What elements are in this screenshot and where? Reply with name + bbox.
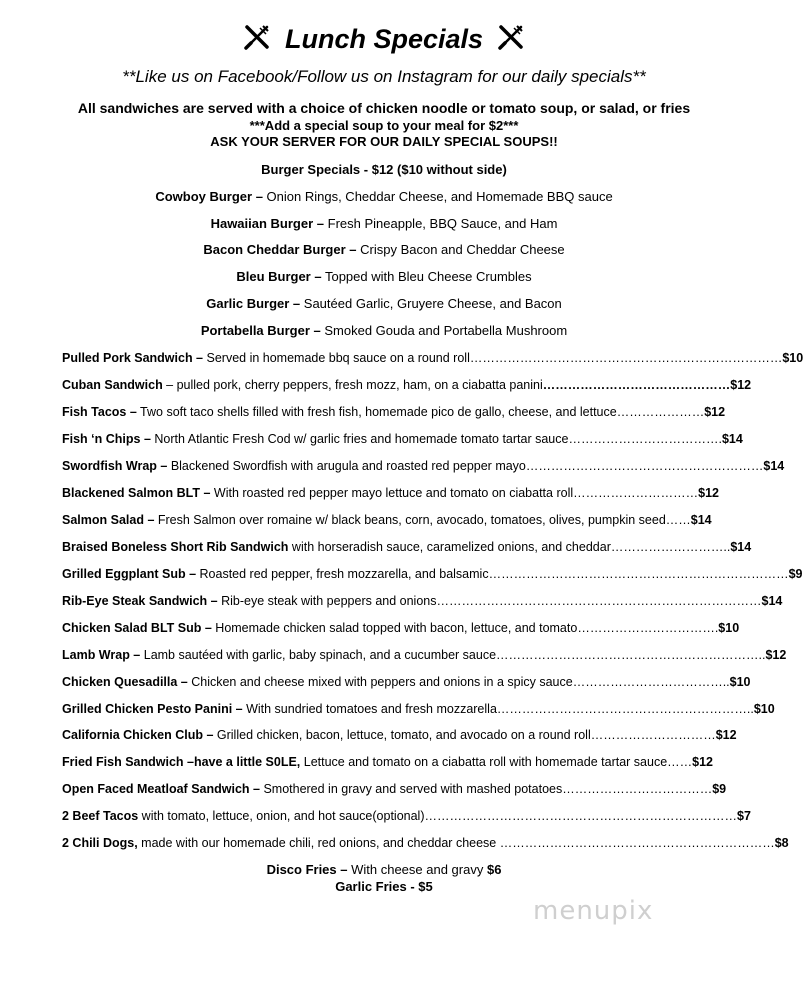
menu-item: Pulled Pork Sandwich – Served in homemade bbq sauce on a round roll…………………………………………………………………$10 [62, 351, 803, 365]
menu-item: Swordfish Wrap – Blackened Swordfish with arugula and roasted red pepper mayo…………………………………………………$14 [62, 459, 785, 473]
disco-fries: Disco Fries – With cheese and gravy $6 [266, 862, 502, 877]
ask-server-note: ASK YOUR SERVER FOR OUR DAILY SPECIAL SOUPS!! [210, 134, 558, 149]
menu-item: California Chicken Club – Grilled chicken, bacon, lettuce, tomato, and avocado on a round roll…………………………$12 [62, 728, 737, 742]
menu-item: Rib-Eye Steak Sandwich – Rib-eye steak with peppers and onions……………………………………………………………………$14 [62, 594, 783, 608]
menu-item: Fish Tacos – Two soft taco shells filled with fresh fish, homemade pico de gallo, cheese, and lettuce…………………$12 [62, 405, 726, 419]
burger-heading: Burger Specials - $12 ($10 without side) [261, 162, 507, 177]
menu-item: Fish ‘n Chips – North Atlantic Fresh Cod w/ garlic fries and homemade tomato tartar sauce……………………………….$14 [62, 432, 743, 446]
watermark: menupix [533, 896, 654, 926]
menu-item: 2 Chili Dogs, made with our homemade chili, red onions, and cheddar cheese …………………………………………………………$8 [62, 836, 789, 850]
burger-item: Portabella Burger – Smoked Gouda and Portabella Mushroom [200, 323, 568, 338]
burger-item: Hawaiian Burger – Fresh Pineapple, BBQ Sauce, and Ham [210, 216, 558, 231]
menu-item: 2 Beef Tacos with tomato, lettuce, onion, and hot sauce(optional)…………………………………………………………………$7 [62, 809, 751, 823]
fork-knife-icon [243, 23, 271, 59]
burger-item: Bacon Cheddar Burger – Crispy Bacon and Cheddar Cheese [203, 242, 565, 257]
menu-item: Cuban Sandwich – pulled pork, cherry peppers, fresh mozz, ham, on a ciabatta panini………………………………………$12 [62, 378, 752, 392]
burger-item: Bleu Burger – Topped with Bleu Cheese Crumbles [236, 269, 532, 284]
menu-item: Chicken Quesadilla – Chicken and cheese mixed with peppers and onions in a spicy sauce………………………………..$10 [62, 675, 751, 689]
menu-item: Braised Boneless Short Rib Sandwich with horseradish sauce, caramelized onions, and cheddar………………………..$14 [62, 540, 752, 554]
menu-item: Chicken Salad BLT Sub – Homemade chicken salad topped with bacon, lettuce, and tomato…………………………….$10 [62, 621, 740, 635]
menu-item: Open Faced Meatloaf Sandwich – Smothered in gravy and served with mashed potatoes………………………………$9 [62, 782, 727, 796]
burger-item: Garlic Burger – Sautéed Garlic, Gruyere Cheese, and Bacon [206, 296, 562, 311]
social-note: **Like us on Facebook/Follow us on Instagram for our daily specials** [122, 67, 646, 86]
menu-item: Salmon Salad – Fresh Salmon over romaine w/ black beans, corn, avocado, tomatoes, olives, pumpkin seed……$14 [62, 513, 712, 527]
menu-item: Grilled Chicken Pesto Panini – With sundried tomatoes and fresh mozzarella……………………………………………………..$10 [62, 702, 775, 716]
menu-item: Blackened Salmon BLT – With roasted red pepper mayo lettuce and tomato on ciabatta roll…………………………$12 [62, 486, 719, 500]
page-title [0, 22, 768, 59]
menu-item: Grilled Eggplant Sub – Roasted red pepper, fresh mozzarella, and balsamic………………………………………………………………$9 [62, 567, 803, 581]
soup-addon-note: ***Add a special soup to your meal for $2*** [249, 118, 519, 133]
burger-item: Cowboy Burger – Onion Rings, Cheddar Cheese, and Homemade BBQ sauce [155, 189, 613, 204]
fork-knife-icon [497, 23, 525, 59]
menu-item: Fried Fish Sandwich –have a little S0LE, Lettuce and tomato on a ciabatta roll with homemade tartar sauce……$12 [62, 755, 714, 769]
menu-item: Lamb Wrap – Lamb sautéed with garlic, baby spinach, and a cucumber sauce………………………………………………………..$12 [62, 648, 787, 662]
title-text: Lunch Specials [284, 24, 484, 54]
garlic-fries: Garlic Fries - $5 [335, 879, 433, 894]
sides-note: All sandwiches are served with a choice of chicken noodle or tomato soup, or salad, or fries [77, 100, 691, 116]
